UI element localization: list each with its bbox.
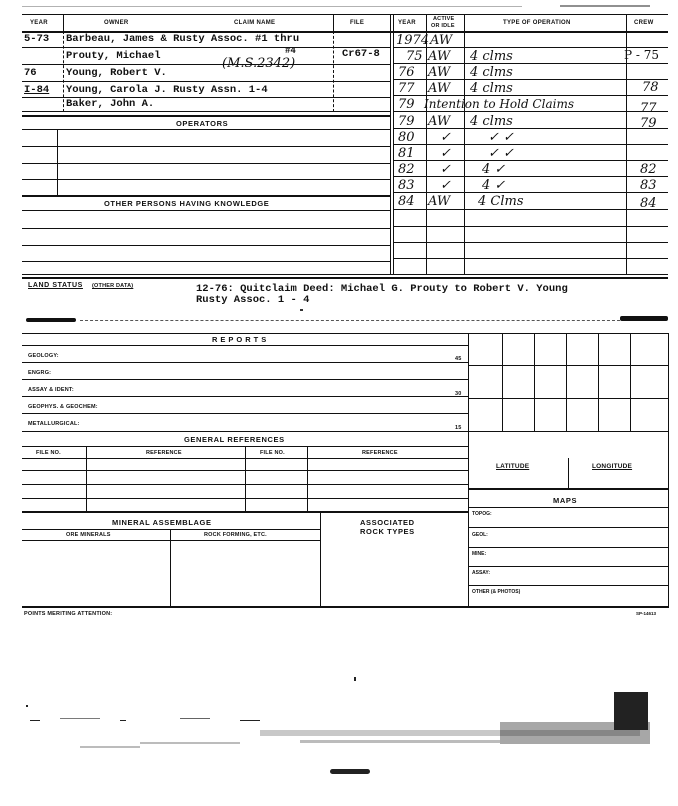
report-metallurgical: METALLURGICAL: bbox=[28, 421, 80, 427]
reports-title: REPORTS bbox=[212, 335, 270, 344]
associated-label-2: ROCK TYPES bbox=[360, 527, 415, 536]
activity-row-8-status: ✓ bbox=[440, 146, 451, 161]
owner-row-2-extra: #4 bbox=[285, 46, 296, 56]
report-assay: ASSAY & IDENT: bbox=[28, 387, 74, 393]
owner-row-3-text: Young, Robert V. bbox=[66, 67, 167, 79]
activity-row-7-status: ✓ bbox=[440, 130, 451, 145]
other-persons-label: OTHER PERSONS HAVING KNOWLEDGE bbox=[104, 199, 270, 208]
activity-row-5-crew: 77 bbox=[640, 101, 657, 116]
activity-row-6-operation: 4 clms bbox=[470, 114, 513, 129]
activity-row-6-status: AW bbox=[428, 114, 451, 129]
associated-label-1: ASSOCIATED bbox=[360, 518, 415, 527]
owner-row-3-year: 76 bbox=[24, 67, 37, 79]
map-mine: MINE: bbox=[472, 551, 487, 557]
activity-row-5-operation: Intention to Hold Claims bbox=[424, 97, 574, 111]
report-geology: GEOLOGY: bbox=[28, 353, 59, 359]
land-status-sublabel: (OTHER DATA) bbox=[92, 283, 134, 289]
activity-row-4-crew: 78 bbox=[642, 80, 659, 95]
general-references-title: GENERAL REFERENCES bbox=[184, 435, 285, 444]
owner-row-1-year: 5-73 bbox=[24, 33, 50, 45]
header-year: YEAR bbox=[30, 20, 48, 26]
owner-row-5-text: Baker, John A. bbox=[66, 98, 155, 110]
activity-row-11-operation: 4 Clms bbox=[478, 194, 524, 209]
activity-row-11-year: 84 bbox=[398, 194, 415, 209]
map-topog: TOPOG: bbox=[472, 511, 492, 517]
activity-row-7-year: 80 bbox=[398, 130, 415, 145]
file-number: Cr67-8 bbox=[342, 48, 380, 60]
points-meriting-attention: POINTS MERITING ATTENTION: bbox=[24, 611, 113, 617]
form-number: SP-14613 bbox=[636, 611, 657, 616]
ore-minerals-label: ORE MINERALS bbox=[66, 532, 111, 538]
activity-row-7-operation: ✓ ✓ bbox=[488, 130, 514, 145]
rock-forming-label: ROCK FORMING, ETC. bbox=[204, 532, 267, 538]
report-geology-num: 45 bbox=[455, 356, 462, 362]
header-type-of-operation: TYPE OF OPERATION bbox=[503, 20, 571, 26]
header-active: ACTIVE bbox=[433, 16, 455, 22]
activity-row-2-operation: 4 clms bbox=[470, 49, 513, 64]
activity-row-2-year: 75 bbox=[406, 49, 423, 64]
activity-row-2-crew: P - 75 bbox=[624, 48, 660, 62]
report-engrg: ENGRG: bbox=[28, 370, 52, 376]
owner-row-1-text: Barbeau, James & Rusty Assoc. #1 thru bbox=[66, 33, 300, 45]
report-metallurgical-num: 15 bbox=[455, 425, 462, 431]
activity-row-8-operation: ✓ ✓ bbox=[488, 146, 514, 161]
map-assay: ASSAY: bbox=[472, 570, 491, 576]
activity-row-1-status: AW bbox=[430, 33, 453, 48]
report-assay-num: 30 bbox=[455, 391, 462, 397]
land-status-line-2: Rusty Assoc. 1 - 4 bbox=[196, 294, 310, 306]
activity-row-4-operation: 4 clms bbox=[470, 81, 513, 96]
activity-row-11-status: AW bbox=[428, 194, 451, 209]
activity-row-10-year: 83 bbox=[398, 178, 415, 193]
activity-row-6-year: 79 bbox=[398, 114, 415, 129]
gr-col-reference-2: REFERENCE bbox=[362, 450, 398, 456]
activity-row-8-year: 81 bbox=[398, 146, 415, 161]
activity-row-9-year: 82 bbox=[398, 162, 415, 177]
activity-row-2-status: AW bbox=[428, 49, 451, 64]
gr-col-file-no-1: FILE NO. bbox=[36, 450, 61, 456]
latitude-label: LATITUDE bbox=[496, 463, 530, 470]
header-year-2: YEAR bbox=[398, 20, 416, 26]
gr-col-file-no-2: FILE NO. bbox=[260, 450, 285, 456]
land-status-label: LAND STATUS bbox=[28, 282, 83, 289]
activity-row-11-crew: 84 bbox=[640, 196, 657, 211]
land-status-line-1: 12-76: Quitclaim Deed: Michael G. Prouty to Robert V. Young bbox=[196, 283, 568, 295]
activity-row-10-status: ✓ bbox=[440, 178, 451, 193]
header-file: FILE bbox=[350, 20, 365, 26]
map-geol: GEOL: bbox=[472, 532, 488, 538]
maps-title: MAPS bbox=[553, 496, 578, 505]
activity-row-5-year: 79 bbox=[398, 97, 415, 112]
activity-row-6-crew: 79 bbox=[640, 116, 657, 131]
survey-handwritten: (M.S.2342) bbox=[222, 56, 296, 71]
owner-row-4-text: Young, Carola J. Rusty Assn. 1-4 bbox=[66, 84, 268, 96]
mineral-assemblage-title: MINERAL ASSEMBLAGE bbox=[112, 518, 212, 527]
activity-row-10-operation: 4 ✓ bbox=[482, 178, 506, 193]
activity-row-10-crew: 83 bbox=[640, 178, 657, 193]
activity-row-3-operation: 4 clms bbox=[470, 65, 513, 80]
operators-label: OPERATORS bbox=[176, 119, 229, 128]
map-other: OTHER (& PHOTOS) bbox=[472, 589, 521, 595]
activity-row-9-operation: 4 ✓ bbox=[482, 162, 506, 177]
report-geophys: GEOPHYS. & GEOCHEM: bbox=[28, 404, 98, 410]
activity-row-4-year: 77 bbox=[398, 81, 415, 96]
activity-row-3-status: AW bbox=[428, 65, 451, 80]
activity-row-9-crew: 82 bbox=[640, 162, 657, 177]
activity-row-1-year: 1974 bbox=[396, 33, 430, 48]
owner-row-4-year: I-84 bbox=[24, 84, 50, 96]
header-claim-name: CLAIM NAME bbox=[234, 20, 276, 26]
header-owner: OWNER bbox=[104, 20, 129, 26]
activity-row-4-status: AW bbox=[428, 81, 451, 96]
activity-row-9-status: ✓ bbox=[440, 162, 451, 177]
header-or-idle: OR IDLE bbox=[431, 23, 455, 29]
header-crew: CREW bbox=[634, 20, 654, 26]
activity-row-3-year: 76 bbox=[398, 65, 415, 80]
gr-col-reference-1: REFERENCE bbox=[146, 450, 182, 456]
longitude-label: LONGITUDE bbox=[592, 463, 633, 470]
owner-row-2-text: Prouty, Michael bbox=[66, 50, 161, 62]
